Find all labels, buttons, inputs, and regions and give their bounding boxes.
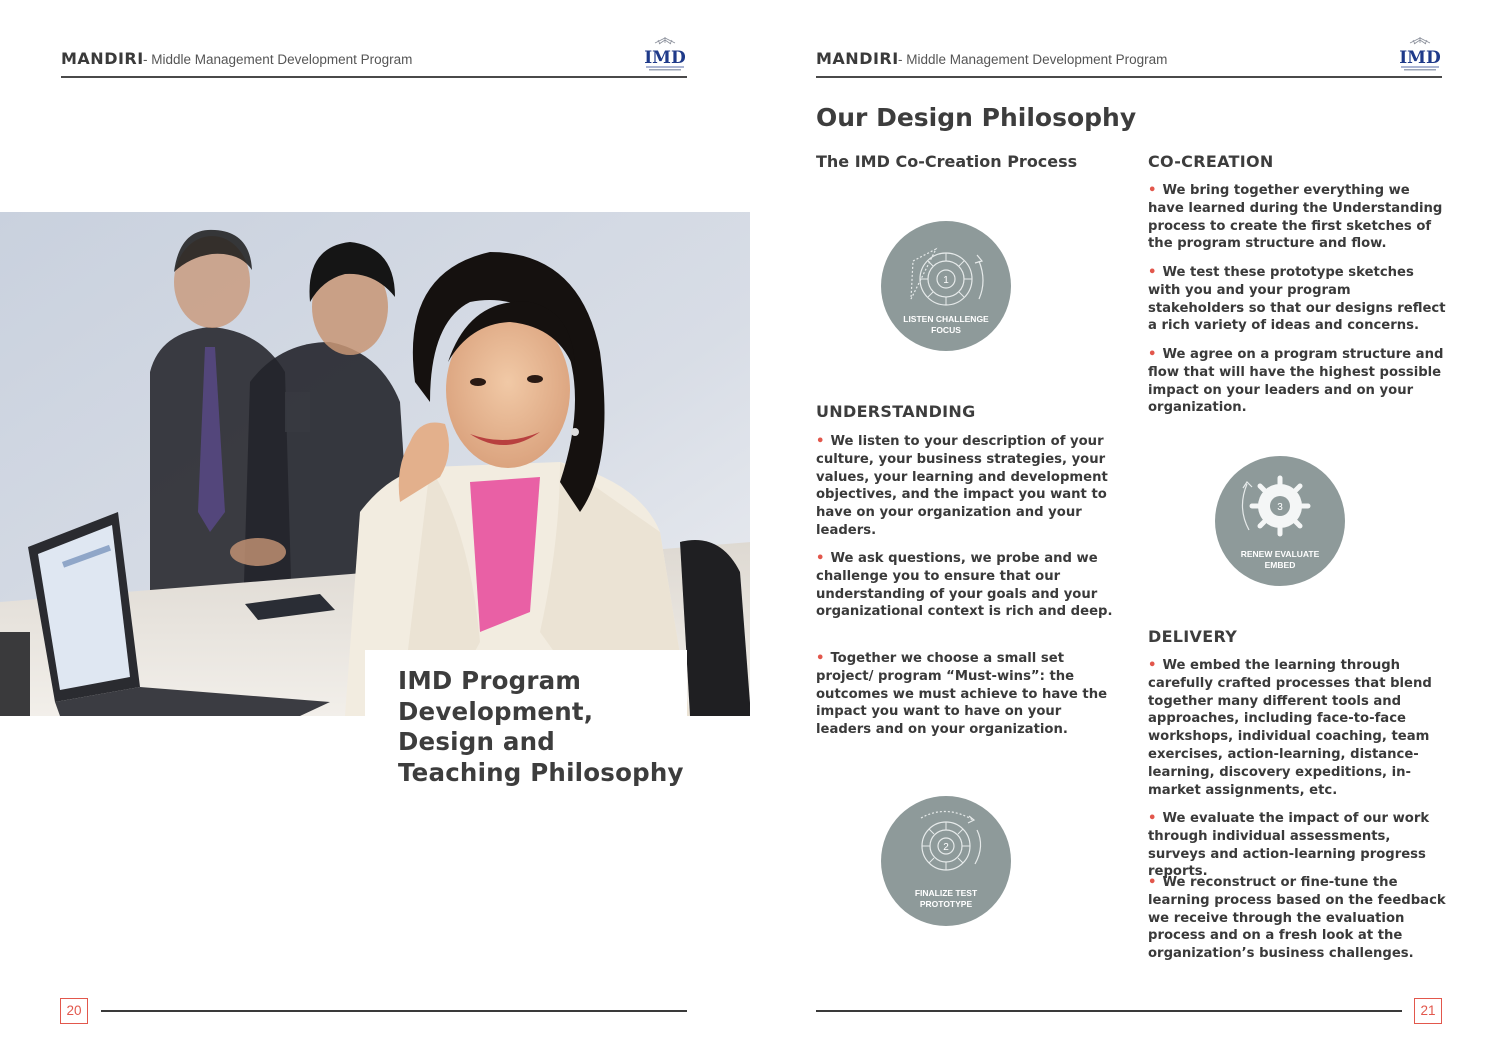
left-header	[61, 44, 687, 78]
bullet-dot: •	[816, 651, 825, 666]
page-number-right: 21	[1414, 998, 1442, 1024]
co-creation-process-subtitle: The IMD Co-Creation Process	[816, 152, 1078, 171]
stage-1-circle	[881, 221, 1011, 351]
svg-text:3: 3	[1277, 502, 1283, 513]
office-photo	[0, 212, 751, 716]
brand-name: MANDIRI	[816, 49, 899, 68]
imd-logo	[643, 36, 687, 74]
header-subtitle: - Middle Management Development Program	[143, 52, 413, 67]
bullet-dot: •	[816, 434, 825, 449]
co-creation-heading: CO-CREATION	[1148, 152, 1274, 171]
co-creation-bullet: • We bring together everything we have learned during the Understanding process to create the first sketches of the program structure and flow.	[1148, 183, 1443, 252]
svg-text:1: 1	[943, 275, 949, 286]
svg-text:2: 2	[943, 842, 949, 853]
delivery-heading: DELIVERY	[1148, 627, 1238, 646]
understanding-bullet: • We ask questions, we probe and we challenge you to ensure that our understanding of your goals and your organizational context is rich and deep.	[816, 551, 1113, 620]
svg-text:IMD: IMD	[1399, 48, 1441, 68]
footer-line-left	[101, 1010, 687, 1012]
footer-line-right	[816, 1010, 1402, 1012]
delivery-bullet: • We evaluate the impact of our work through individual assessments, surveys and action-learning progress reports.	[1148, 811, 1430, 880]
understanding-bullet: • Together we choose a small set project/ program “Must-wins”: the outcomes we must achieve to have the impact you want to have on your leaders and on your organization.	[816, 651, 1108, 738]
stage-3-circle	[1215, 456, 1345, 586]
left-title-box	[365, 650, 687, 810]
right-header	[816, 44, 1442, 78]
svg-text:IMD: IMD	[644, 48, 686, 68]
left-page-title: IMD Program Development, Design and Teaching Philosophy	[398, 666, 684, 787]
bullet-dot: •	[816, 551, 825, 566]
bullet-dot: •	[1148, 265, 1157, 280]
co-creation-bullet: • We test these prototype sketches with you and your program stakeholders so that our designs reflect a rich variety of ideas and concerns.	[1148, 265, 1446, 334]
bullet-dot: •	[1148, 183, 1157, 198]
delivery-bullet: • We reconstruct or fine-tune the learning process based on the feedback we receive through the evaluation process and on a fresh look at the organization’s business challenges.	[1148, 875, 1446, 962]
co-creation-bullet: • We agree on a program structure and flow that will have the highest possible impact on your leaders and on your organization.	[1148, 347, 1444, 416]
brand-name: MANDIRI	[61, 49, 144, 68]
bullet-dot: •	[1148, 811, 1157, 826]
header-subtitle: - Middle Management Development Program	[898, 52, 1168, 67]
stage-3-label: RENEW EVALUATE EMBED	[1240, 549, 1320, 570]
bullet-dot: •	[1148, 347, 1157, 362]
understanding-heading: UNDERSTANDING	[816, 402, 976, 421]
design-philosophy-title: Our Design Philosophy	[816, 103, 1137, 132]
imd-logo	[1398, 36, 1442, 74]
stage-1-label: LISTEN CHALLENGE FOCUS	[903, 314, 989, 335]
page-number-left: 20	[60, 998, 88, 1024]
delivery-bullet: • We embed the learning through carefully crafted processes that blend together many different tools and approaches, including face-to-face workshops, individual coaching, team exercises, action-learning, distance-learning, discovery expeditions, in-market assignments, etc.	[1148, 658, 1432, 798]
understanding-bullet: • We listen to your description of your culture, your business strategies, your values, your learning and development objectives, and the impact you want to have on your organization and your leaders.	[816, 434, 1108, 538]
bullet-dot: •	[1148, 875, 1157, 890]
bullet-dot: •	[1148, 658, 1157, 673]
stage-2-circle	[881, 796, 1011, 926]
stage-2-label: FINALIZE TEST PROTOTYPE	[914, 888, 978, 909]
right-page	[750, 0, 1500, 1059]
